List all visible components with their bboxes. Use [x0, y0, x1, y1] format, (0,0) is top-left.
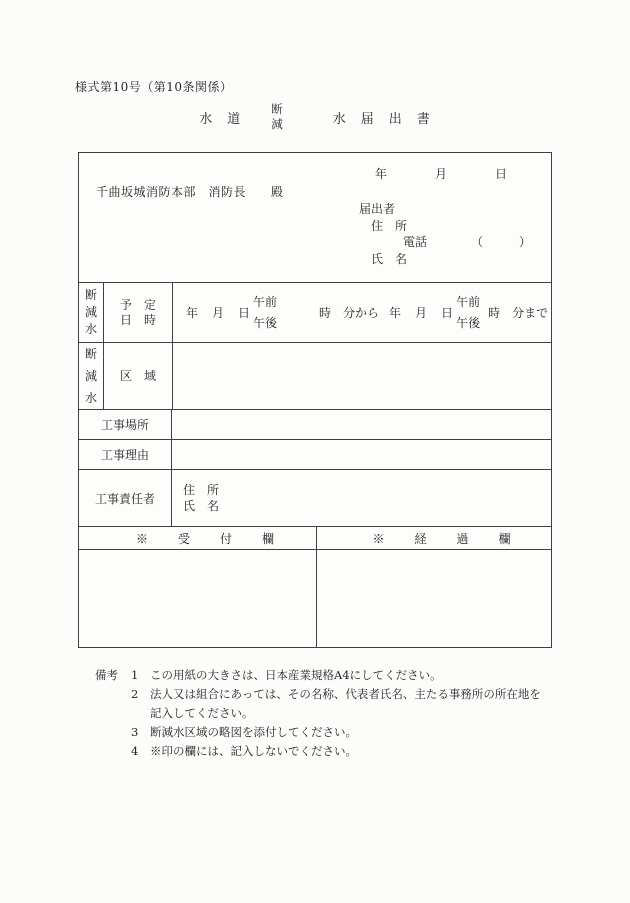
from-time-placeholders: 時 分から	[319, 306, 380, 320]
area-label-cell	[104, 343, 173, 409]
remark-text: ※印の欄には、記入しないでください。	[150, 744, 357, 758]
phone-label: 電話	[403, 235, 428, 249]
reception-box	[79, 550, 317, 647]
manager-label: 工事責任者	[94, 491, 155, 506]
addressee-line: 千曲坂城消防本部 消防長 殿	[96, 185, 284, 199]
schedule-from-segment	[186, 296, 379, 330]
to-date-placeholders: 年 月 日	[389, 306, 455, 320]
form-number: 様式第10号（第10条関係）	[75, 80, 233, 94]
remark-number: 2	[131, 687, 139, 701]
remarks-list	[131, 666, 551, 761]
title-dan: 断	[271, 102, 283, 116]
manager-entry-area	[172, 470, 551, 526]
schedule-label-line1: 予 定	[119, 297, 156, 312]
remark-number: 4	[131, 744, 139, 758]
to-time-placeholders: 時 分まで	[488, 306, 549, 320]
area-side-label-cell	[79, 343, 104, 409]
schedule-template	[173, 283, 551, 342]
title-suspension-reduction-stack	[271, 102, 283, 132]
notifier-address-label: 住 所	[371, 218, 408, 233]
remark-text: 断減水区域の略図を添付してください。	[150, 725, 357, 739]
from-ampm-stack	[253, 296, 277, 330]
submission-date-line: 年 月 日	[374, 167, 525, 181]
site-row	[79, 409, 551, 439]
form-title	[0, 99, 630, 135]
remark-item	[131, 742, 551, 761]
notifier-phone-line	[359, 234, 531, 251]
stamp-header-row	[79, 526, 551, 549]
manager-row	[79, 469, 551, 526]
manager-address-label: 住 所	[183, 483, 220, 497]
area-entry-area	[173, 343, 551, 409]
reason-label: 工事理由	[100, 448, 149, 462]
title-part1: 水 道	[199, 111, 242, 127]
form-table	[78, 152, 552, 648]
reason-row	[79, 439, 551, 469]
progress-box	[317, 550, 551, 647]
to-ampm-stack	[456, 296, 480, 330]
remarks-section	[95, 666, 555, 761]
site-entry-area	[172, 410, 551, 439]
schedule-label-line2: 日 時	[119, 312, 156, 327]
progress-column-header: ※ 経 過 欄	[372, 531, 520, 546]
schedule-row	[79, 282, 551, 342]
suspension-reduction-vertical-label: 断減水	[84, 288, 97, 336]
am-label: 午前	[253, 294, 278, 309]
reception-column-header: ※ 受 付 欄	[79, 527, 317, 549]
area-label: 区 域	[119, 368, 156, 383]
schedule-to-segment	[389, 296, 548, 330]
title-gen: 減	[271, 117, 283, 131]
area-row	[79, 342, 551, 409]
notifier-name-label: 氏 名	[371, 251, 408, 266]
pm-label: 午後	[253, 315, 278, 330]
notifier-block	[359, 201, 531, 267]
manager-sublabels	[172, 470, 551, 526]
site-label: 工事場所	[100, 418, 149, 432]
from-date-placeholders: 年 月 日	[186, 306, 252, 320]
stamp-box-row	[79, 549, 551, 647]
remark-text: この用紙の大きさは、日本産業規格A4にしてください。	[150, 668, 442, 682]
manager-name-label: 氏 名	[183, 499, 220, 513]
title-part2: 水 届 出 書	[332, 111, 431, 127]
reason-label-cell	[79, 440, 172, 469]
remark-number: 1	[131, 668, 139, 682]
remark-item	[131, 723, 551, 742]
schedule-entry-area	[173, 283, 551, 342]
pm-label: 午後	[456, 315, 481, 330]
site-label-cell	[79, 410, 172, 439]
recipient-row	[79, 153, 551, 282]
am-label: 午前	[456, 294, 481, 309]
remark-number: 3	[131, 725, 139, 739]
schedule-label-cell	[104, 283, 173, 342]
manager-label-cell	[79, 470, 172, 526]
notifier-label: 届出者	[359, 202, 396, 216]
schedule-side-label-cell	[79, 283, 104, 342]
remark-item	[131, 666, 551, 685]
reason-entry-area	[172, 440, 551, 469]
phone-parentheses: （ ）	[471, 235, 532, 249]
remark-text: 法人又は組合にあっては、その名称、代表者氏名、主たる事務所の所在地を記入してください。	[150, 687, 541, 720]
remark-item	[131, 685, 551, 723]
suspension-reduction-vertical-label: 断減水	[84, 347, 97, 405]
remarks-label: 備考	[95, 668, 118, 682]
